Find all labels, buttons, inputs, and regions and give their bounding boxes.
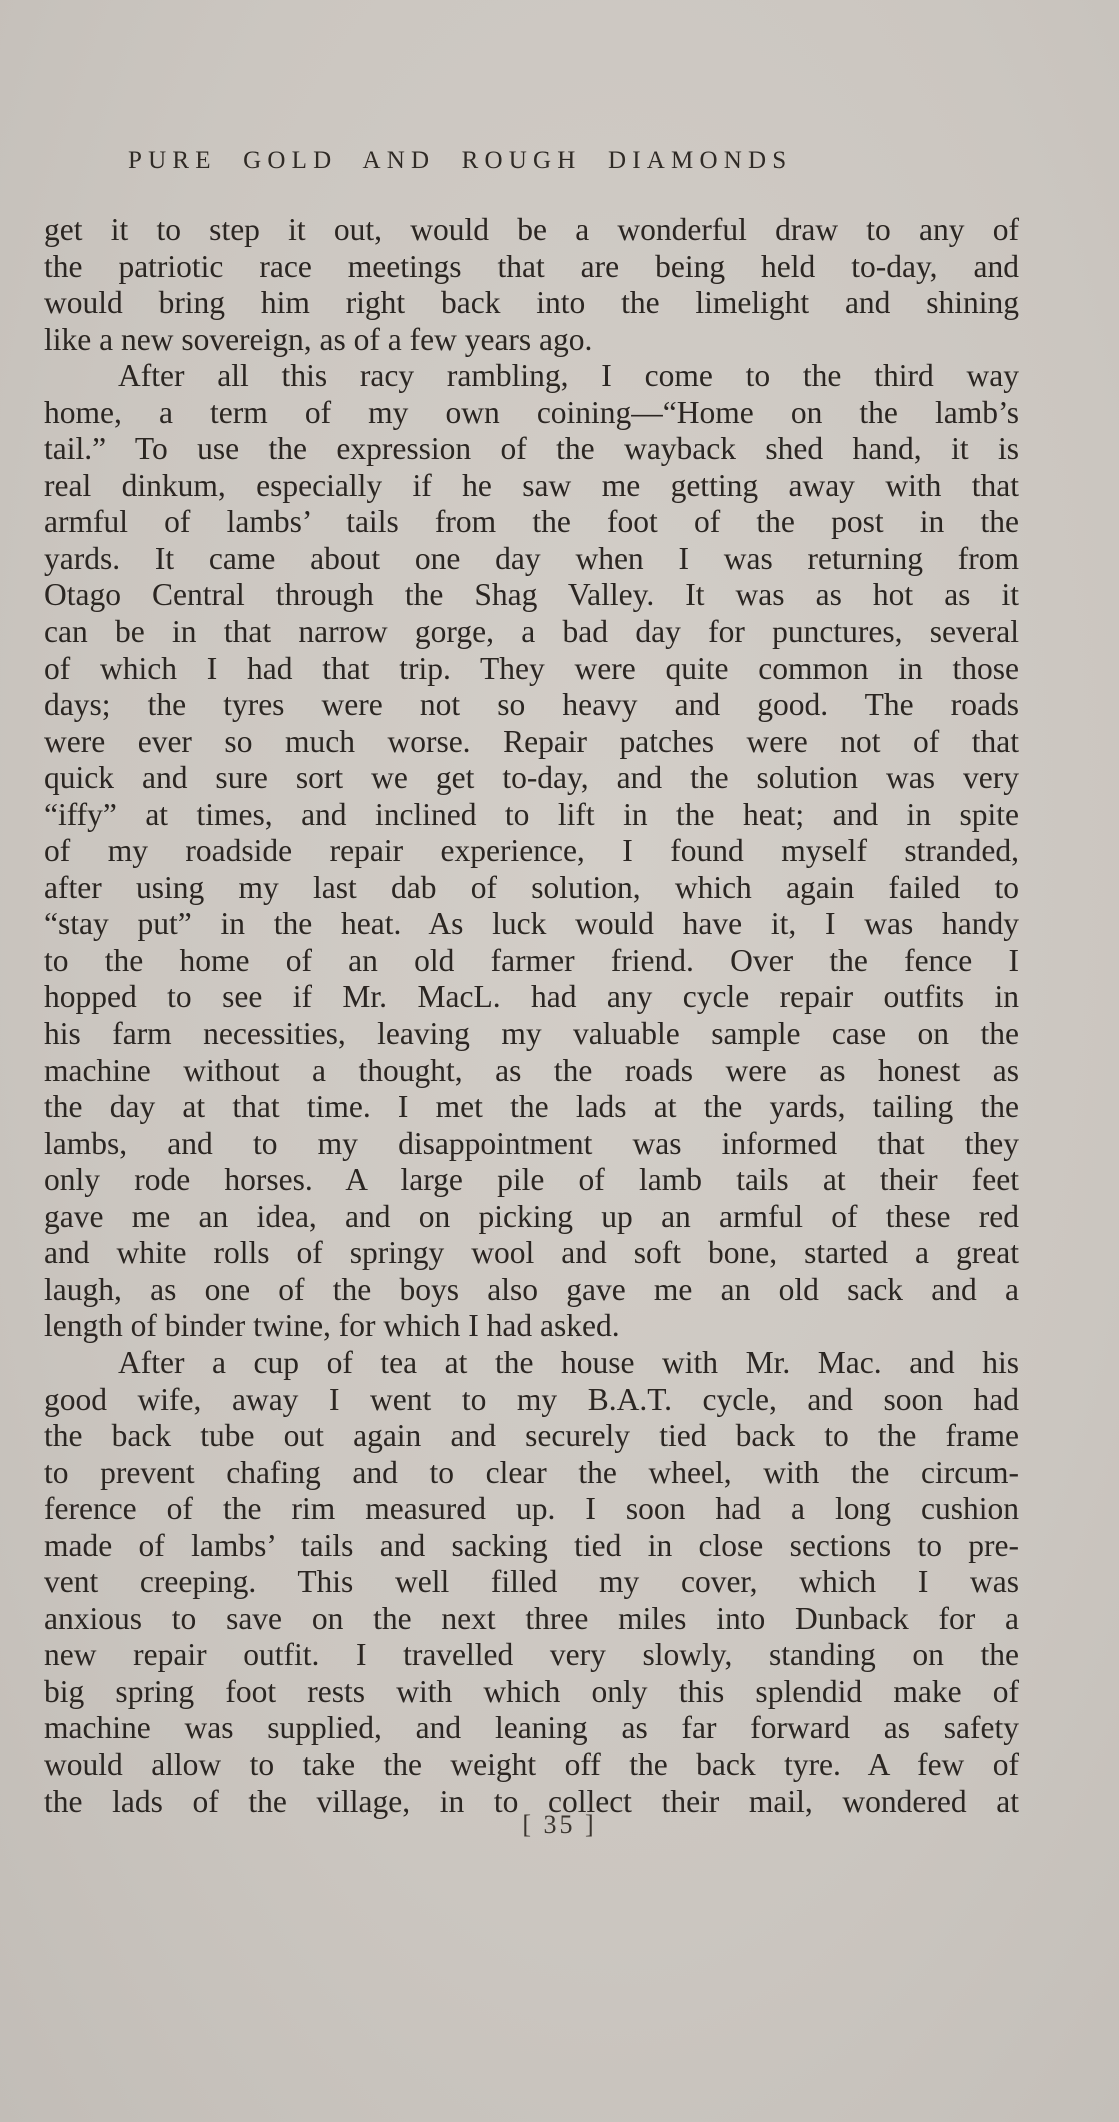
text-line: length of binder twine, for which I had asked.	[44, 1308, 620, 1344]
text-line: the patriotic race meetings that are being held to-day, and	[44, 248, 1019, 284]
text-line: would bring him right back into the limelight and shining	[44, 285, 1019, 321]
text-line: after using my last dab of solution, which again failed to	[44, 869, 1019, 905]
text-line: “iffy” at times, and inclined to lift in the heat; and in spite	[44, 796, 1019, 832]
text-line: only rode horses. A large pile of lamb tails at their feet	[44, 1162, 1019, 1198]
text-line: ference of the rim measured up. I soon had a long cushion	[44, 1491, 1019, 1527]
text-line: armful of lambs’ tails from the foot of the post in the	[44, 504, 1019, 540]
running-head: PURE GOLD AND ROUGH DIAMONDS	[128, 147, 793, 174]
text-line: the lads of the village, in to collect their mail, wondered at	[44, 1783, 1019, 1819]
text-line: like a new sovereign, as of a few years ago.	[44, 321, 593, 357]
text-line: good wife, away I went to my B.A.T. cycle, and soon had	[44, 1381, 1019, 1417]
text-line: get it to step it out, would be a wonderful draw to any of	[44, 212, 1019, 247]
text-line: machine was supplied, and leaning as far forward as safety	[44, 1710, 1019, 1746]
text-line: were ever so much worse. Repair patches were not of that	[44, 723, 1019, 759]
text-line: “stay put” in the heat. As luck would have it, I was handy	[44, 906, 1019, 942]
text-line: the day at that time. I met the lads at the yards, tailing the	[44, 1089, 1019, 1125]
text-line: lambs, and to my disappointment was informed that they	[44, 1125, 1019, 1161]
text-line: big spring foot rests with which only this splendid make of	[44, 1673, 1019, 1709]
text-line: to prevent chafing and to clear the wheel, with the circum-	[44, 1454, 1019, 1490]
text-line: can be in that narrow gorge, a bad day for punctures, several	[44, 614, 1019, 650]
text-line: After a cup of tea at the house with Mr. Mac. and his	[118, 1344, 1019, 1380]
text-line: hopped to see if Mr. MacL. had any cycle repair outfits in	[44, 979, 1019, 1015]
body-text	[44, 212, 1019, 1820]
text-line: quick and sure sort we get to-day, and the solution was very	[44, 760, 1019, 796]
text-line: tail.” To use the expression of the wayback shed hand, it is	[44, 431, 1019, 467]
text-line: gave me an idea, and on picking up an armful of these red	[44, 1198, 1019, 1234]
text-line: real dinkum, especially if he saw me getting away with that	[44, 467, 1019, 503]
text-line: After all this racy rambling, I come to the third way	[118, 358, 1019, 394]
text-line: yards. It came about one day when I was returning from	[44, 540, 1019, 576]
text-line: new repair outfit. I travelled very slowly, standing on the	[44, 1637, 1019, 1673]
text-line: Otago Central through the Shag Valley. It was as hot as it	[44, 577, 1019, 613]
text-line: would allow to take the weight off the back tyre. A few of	[44, 1746, 1019, 1782]
text-line: his farm necessities, leaving my valuable sample case on the	[44, 1016, 1019, 1052]
text-line: machine without a thought, as the roads were as honest as	[44, 1052, 1019, 1088]
text-line: the back tube out again and securely tied back to the frame	[44, 1418, 1019, 1454]
text-line: and white rolls of springy wool and soft bone, started a great	[44, 1235, 1019, 1271]
text-line: of my roadside repair experience, I found myself stranded,	[44, 833, 1019, 869]
text-line: home, a term of my own coining—“Home on the lamb’s	[44, 394, 1019, 430]
text-line: of which I had that trip. They were quite common in those	[44, 650, 1019, 686]
text-line: laugh, as one of the boys also gave me an old sack and a	[44, 1271, 1019, 1307]
text-line: days; the tyres were not so heavy and good. The roads	[44, 687, 1019, 723]
page-number: [ 35 ]	[522, 1810, 597, 1839]
text-line: to the home of an old farmer friend. Over the fence I	[44, 942, 1019, 978]
text-line: anxious to save on the next three miles into Dunback for a	[44, 1600, 1019, 1636]
text-line: vent creeping. This well filled my cover, which I was	[44, 1564, 1019, 1600]
text-line: made of lambs’ tails and sacking tied in close sections to pre-	[44, 1527, 1019, 1563]
